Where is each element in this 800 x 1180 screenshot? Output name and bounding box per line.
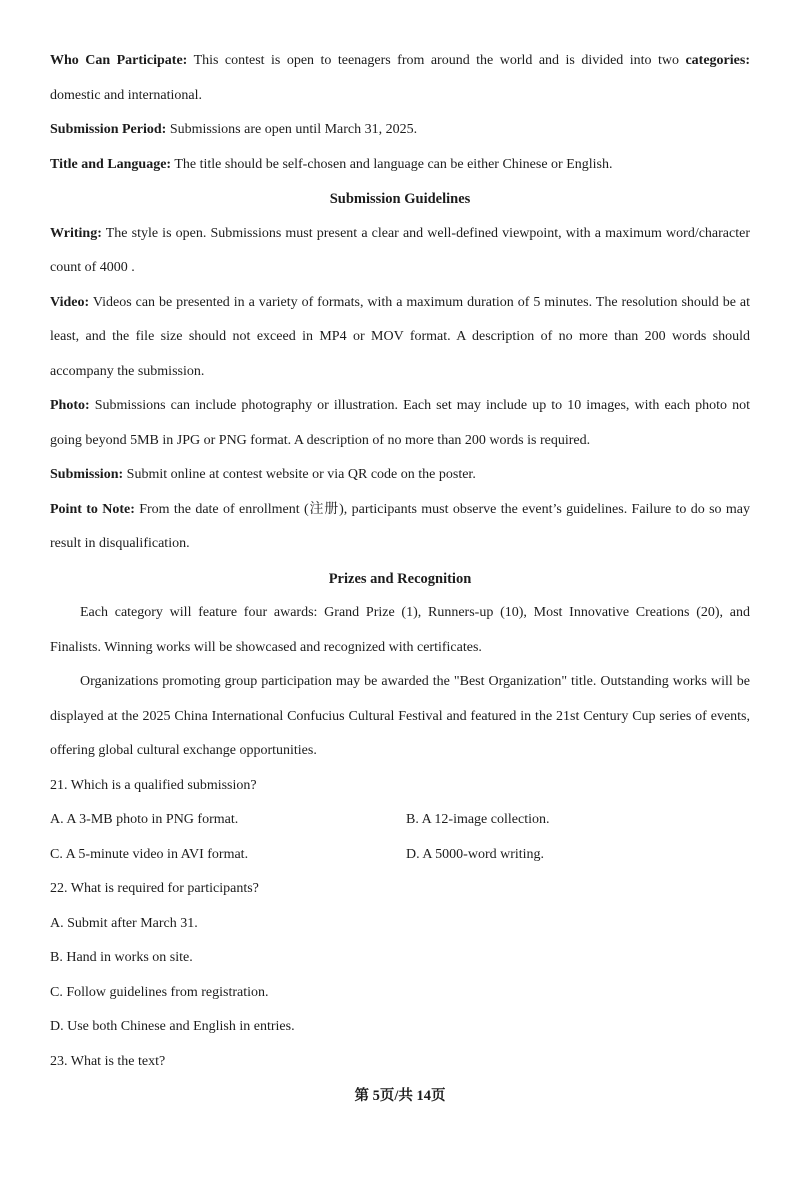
paragraph-writing bbox=[50, 217, 750, 286]
question-22-option-b: B. Hand in works on site. bbox=[50, 950, 193, 965]
question-21-option-b: B. A 12-image collection. bbox=[406, 812, 550, 827]
paragraph-awards: Each category will feature four awards: Grand Prize (1), Runners-up (10), Most Innovative Creations (20), and Finalists. Winning works will be showcased and recognized with certificates. bbox=[50, 605, 750, 655]
paragraph-video bbox=[50, 286, 750, 390]
paragraph-label: Who Can Participate: bbox=[50, 53, 188, 68]
question-21-options-row-2 bbox=[50, 838, 750, 873]
paragraph-label: Video: bbox=[50, 294, 90, 310]
paragraph-text: domestic and international. bbox=[50, 87, 203, 103]
paragraph-text: Submit online at contest website or via QR code on the poster. bbox=[123, 467, 476, 482]
paragraph-text: Submissions can include photography or illustration. Each set may include up to 10 images, with each photo not going beyond 5MB in JPG or PNG format. A description of no more than 200 words is required. bbox=[50, 398, 750, 448]
paragraph-label: Title and Language: bbox=[50, 156, 172, 172]
question-22-option-d: D. Use both Chinese and English in entries. bbox=[50, 1019, 295, 1034]
question-23-stem: 23. What is the text? bbox=[50, 1053, 166, 1069]
question-21-option-d: D. A 5000-word writing. bbox=[406, 846, 545, 862]
paragraph-photo bbox=[50, 389, 750, 458]
heading-prizes-and-recognition: Prizes and Recognition bbox=[328, 570, 472, 587]
paragraph-label: Point to Note: bbox=[50, 501, 135, 517]
question-21-options-row-1 bbox=[50, 803, 750, 838]
heading-submission-guidelines: Submission Guidelines bbox=[329, 191, 471, 207]
paragraph-label: Submission Period: bbox=[50, 122, 167, 137]
question-22-option-c: C. Follow guidelines from registration. bbox=[50, 984, 269, 1000]
paragraph-label: Writing: bbox=[50, 225, 102, 241]
paragraph-text: Videos can be presented in a variety of formats, with a maximum duration of 5 minutes. The resolution should be at least, and the file size should not exceed in MP4 or MOV format. A description of no more than 200 words should accompany the submission. bbox=[50, 294, 750, 379]
paragraph-who-can-participate bbox=[50, 44, 750, 113]
paragraph-submission bbox=[50, 458, 750, 493]
paragraph-text: Submissions are open until March 31, 2025. bbox=[166, 122, 418, 137]
paragraph-text: The style is open. Submissions must present a clear and well-defined viewpoint, with a maximum word/character count of 4000 . bbox=[50, 225, 750, 275]
paragraph-submission-period bbox=[50, 113, 750, 148]
document-body bbox=[50, 44, 750, 1079]
paragraph-label: Photo: bbox=[50, 398, 90, 413]
question-22-stem: 22. What is required for participants? bbox=[50, 881, 259, 896]
paragraph-text: From the date of enrollment (注册), participants must observe the event’s guidelines. Failure to do so may result in disqualification. bbox=[50, 501, 750, 551]
question-21-stem: 21. Which is a qualified submission? bbox=[50, 777, 257, 793]
page-number-footer: 第 5页/共 14页 bbox=[354, 1088, 446, 1104]
question-21-option-c: C. A 5-minute video in AVI format. bbox=[50, 846, 249, 862]
question-22-option-a: A. Submit after March 31. bbox=[50, 915, 198, 931]
inline-bold: categories: bbox=[685, 53, 750, 68]
paragraph-label: Submission: bbox=[50, 467, 124, 482]
paragraph-point-to-note bbox=[50, 493, 750, 562]
paragraph-text: The title should be self-chosen and language can be either Chinese or English. bbox=[171, 156, 613, 172]
paragraph-organizations: Organizations promoting group participation may be awarded the "Best Organization" title. Outstanding works will be displayed at the 2025 China International Confucius Cultural Festival and featured in the 21st Century Cup series of events, offering global cultural exchange opportunities. bbox=[50, 674, 750, 758]
question-21-option-a: A. A 3-MB photo in PNG format. bbox=[50, 812, 239, 827]
paragraph-title-and-language bbox=[50, 148, 750, 183]
paragraph-text: This contest is open to teenagers from around the world and is divided into two bbox=[187, 53, 686, 68]
